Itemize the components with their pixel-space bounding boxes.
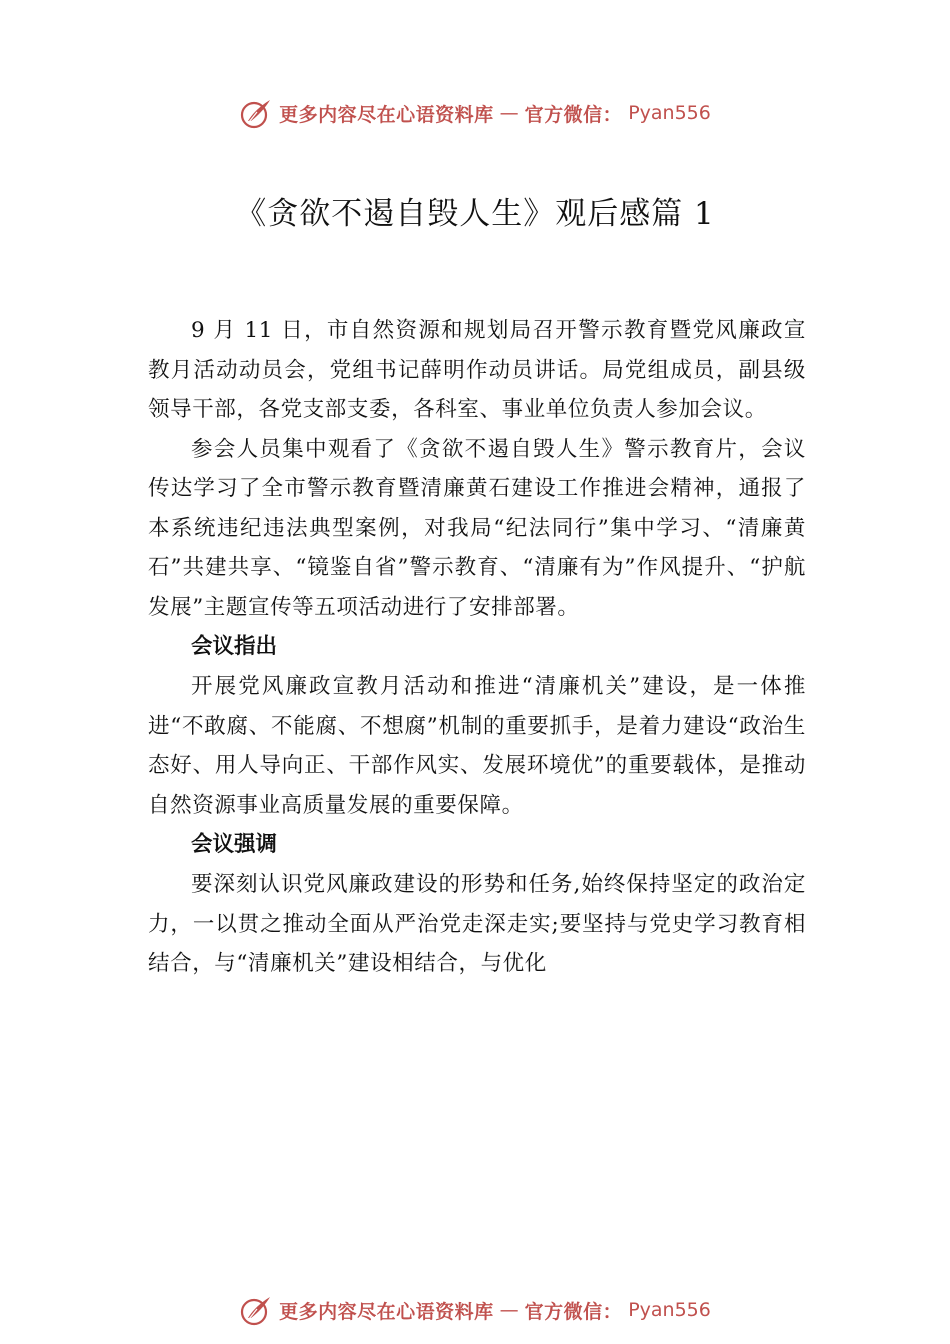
header-watermark (0, 93, 950, 133)
watermark-dash: — (499, 102, 519, 124)
watermark-text: 更多内容尽在心语资料库 (279, 103, 494, 126)
document-body (148, 311, 806, 984)
footer-watermark (0, 1290, 950, 1330)
section-heading: 会议指出 (191, 634, 278, 659)
paragraph: 参会人员集中观看了《贪欲不遏自毁人生》警示教育片，会议传达学习了全市警示教育暨清廉黄石建设工作推进会精神，通报了本系统违纪违法典型案例，对我局“纪法同行”集中学习、“清廉黄石”共建共享、“镜鉴自省”警示教育、“清廉有为”作风提升、“护航发展”主题宣传等五项活动进行了安排部署。 (148, 436, 806, 620)
watermark-label: 官方微信： (524, 1300, 623, 1323)
paragraph: 9 月 11 日，市自然资源和规划局召开警示教育暨党风廉政宣教月活动动员会，党组书记薛明作动员讲话。局党组成员，副县级领导干部，各党支部支委，各科室、事业单位负责人参加会议。 (148, 318, 806, 422)
paragraph: 要深刻认识党风廉政建设的形势和任务,始终保持坚定的政治定力，一以贯之推动全面从严治党走深走实;要坚持与党史学习教育相结合，与“清廉机关”建设相结合，与优化 (148, 872, 806, 976)
paragraph: 开展党风廉政宣教月活动和推进“清廉机关”建设，是一体推进“不敢腐、不能腐、不想腐”机制的重要抓手，是着力建设“政治生态好、用人导向正、干部作风实、发展环境优”的重要载体，是推动自然资源事业高质量发展的重要保障。 (148, 674, 806, 818)
document-title: 《贪欲不遏自毁人生》观后感篇 1 (235, 196, 715, 232)
feather-pen-logo-icon (239, 1293, 273, 1327)
watermark-handle: Pyan556 (628, 1299, 711, 1321)
feather-pen-logo-icon (239, 96, 273, 130)
watermark-label: 官方微信： (524, 103, 623, 126)
watermark-text: 更多内容尽在心语资料库 (279, 1300, 494, 1323)
watermark-handle: Pyan556 (628, 102, 711, 124)
section-heading: 会议强调 (191, 832, 278, 857)
watermark-dash: — (499, 1299, 519, 1321)
